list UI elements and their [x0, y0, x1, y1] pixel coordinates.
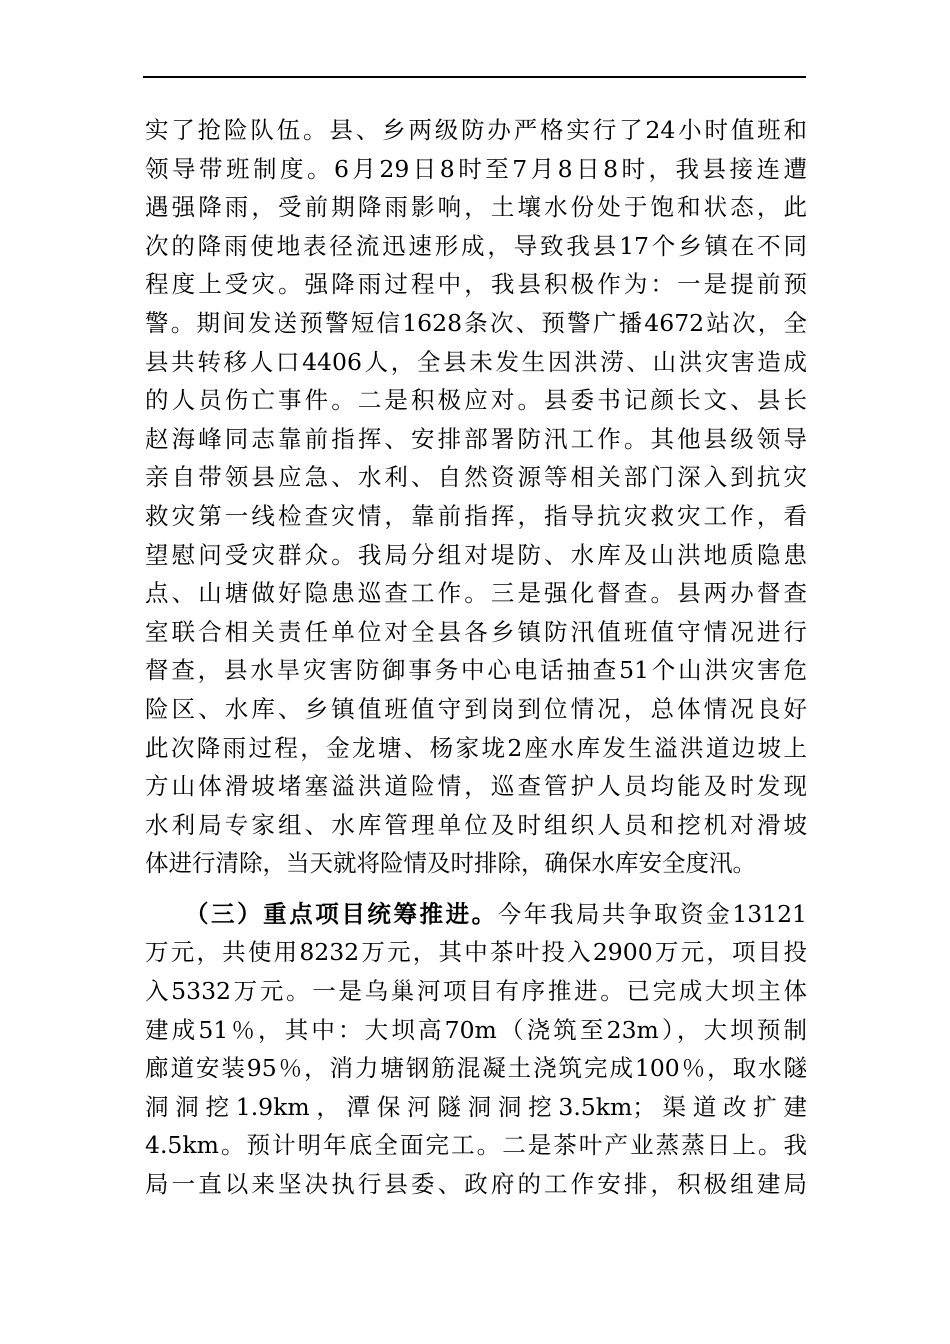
text-line: 洞洞挖1.9km，潭保河隧洞洞挖3.5km；渠道改扩建 — [145, 1092, 807, 1121]
text-line: 的人员伤亡事件。二是积极应对。县委书记颜长文、县长 — [145, 386, 807, 415]
text-line: 点、山塘做好隐患巡查工作。三是强化督查。县两办督查 — [145, 579, 807, 608]
text-line: 此次降雨过程，金龙塘、杨家垅2座水库发生溢洪道边坡上 — [145, 733, 807, 762]
text-line: 万元，共使用8232万元，其中茶叶投入2900万元，项目投 — [145, 938, 807, 967]
text-line: 次的降雨使地表径流迅速形成，导致我县17个乡镇在不同 — [145, 231, 807, 260]
section-heading: （三）重点项目统筹推进。 — [185, 899, 498, 928]
text-line: 亲自带领县应急、水利、自然资源等相关部门深入到抗灾 — [145, 463, 807, 492]
text-line: 望慰问受灾群众。我局分组对堤防、水库及山洪地质隐患 — [145, 540, 807, 569]
document-body — [145, 111, 807, 1204]
text-line: 赵海峰同志靠前指挥、安排部署防汛工作。其他县级领导 — [145, 424, 807, 453]
text-line: 建成51％，其中：大坝高70m（浇筑至23m），大坝预制 — [145, 1015, 807, 1044]
text-line: 险区、水库、乡镇值班值守到岗到位情况，总体情况良好 — [145, 694, 807, 723]
text-line: 入5332万元。一是乌巢河项目有序推进。已完成大坝主体 — [145, 977, 807, 1006]
text-line: 实了抢险队伍。县、乡两级防办严格实行了24小时值班和 — [145, 116, 807, 144]
paragraph-gap — [145, 883, 807, 895]
text-line: 程度上受灾。强降雨过程中，我县积极作为：一是提前预 — [145, 270, 807, 299]
text-line: 督查，县水旱灾害防御事务中心电话抽查51个山洪灾害危 — [145, 656, 807, 685]
text-line: 警。期间发送预警短信1628条次、预警广播4672站次，全 — [145, 308, 807, 337]
text-line-first — [145, 895, 807, 934]
first-line-text: 今年我局共争取资金13121 — [497, 899, 808, 928]
text-line: 县共转移人口4406人，全县未发生因洪涝、山洪灾害造成 — [145, 347, 807, 376]
text-line: 遇强降雨，受前期降雨影响，土壤水份处于饱和状态，此 — [145, 193, 807, 222]
text-line: 廊道安装95％，消力塘钢筋混凝土浇筑完成100％，取水隧 — [145, 1054, 807, 1083]
text-line: 救灾第一线检查灾情，靠前指挥，指导抗灾救灾工作，看 — [145, 501, 807, 530]
paragraph-flood-response — [145, 111, 807, 883]
paragraph-key-projects — [145, 895, 807, 1204]
text-line: 局一直以来坚决执行县委、政府的工作安排，积极组建局 — [145, 1170, 807, 1199]
text-line: 4.5km。预计明年底全面完工。二是茶叶产业蒸蒸日上。我 — [145, 1131, 807, 1160]
text-line: 室联合相关责任单位对全县各乡镇防汛值班值守情况进行 — [145, 617, 807, 646]
header-rule — [143, 76, 806, 78]
text-line: 领导带班制度。6月29日8时至7月8日8时，我县接连遭 — [145, 154, 807, 183]
text-line: 体进行清除，当天就将险情及时排除，确保水库安全度汛。 — [145, 849, 756, 878]
text-line: 方山体滑坡堵塞溢洪道险情，巡查管护人员均能及时发现 — [145, 772, 807, 801]
text-line: 水利局专家组、水库管理单位及时组织人员和挖机对滑坡 — [145, 810, 807, 839]
